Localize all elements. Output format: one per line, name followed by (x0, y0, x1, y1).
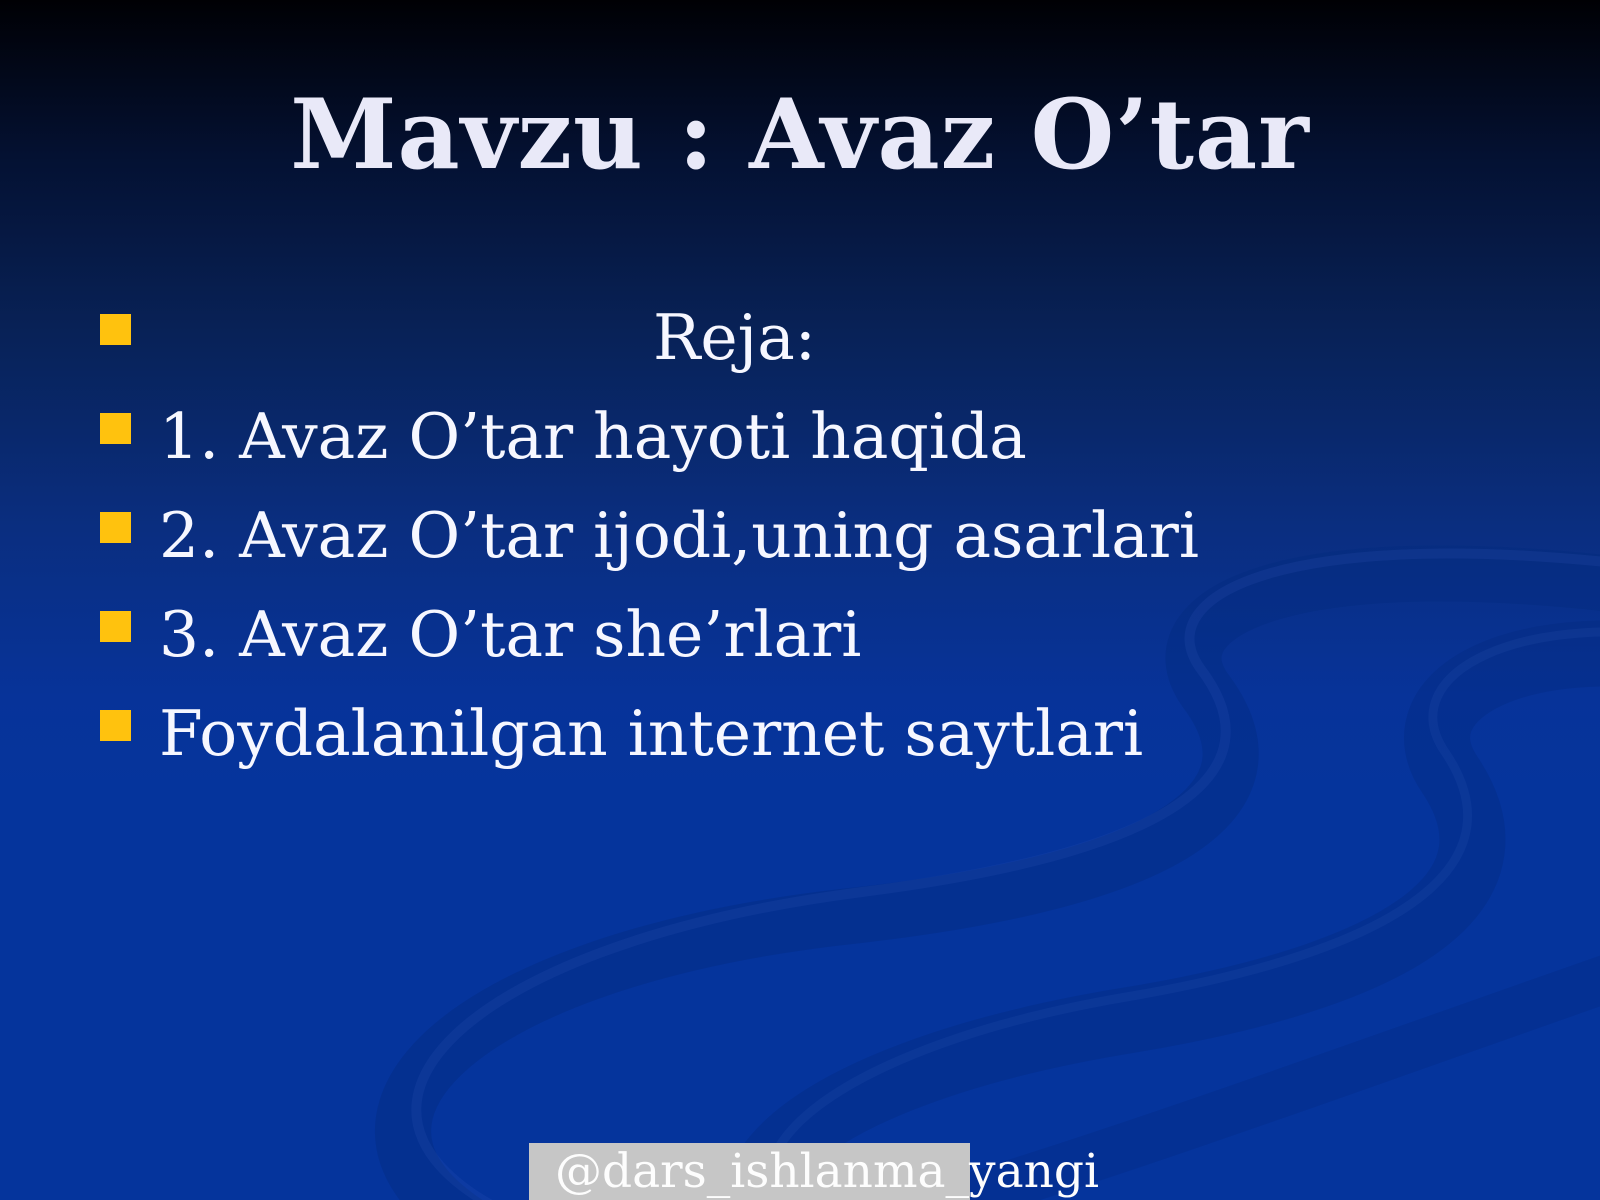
watermark-text: @dars_ishlanma_yangi (555, 1144, 1099, 1199)
list-item (100, 490, 1310, 589)
slide-title: Mavzu : Avaz O’tar (290, 78, 1310, 191)
bullet-text: 1. Avaz O’tar hayoti haqida (159, 400, 1027, 473)
bullet-text: 3. Avaz O’tar she’rlari (159, 598, 862, 671)
list-item (100, 589, 1310, 688)
list-item (100, 391, 1310, 490)
bullet-list (100, 292, 1310, 787)
bullet-text: Foydalanilgan internet saytlari (159, 697, 1144, 770)
bullet-square-icon (100, 710, 131, 741)
watermark-badge (529, 1143, 1099, 1200)
bullet-text: 2. Avaz O’tar ijodi,uning asarlari (159, 499, 1200, 572)
bullet-text: Reja: (652, 301, 817, 374)
bullet-square-icon (100, 314, 131, 345)
bullet-square-icon (100, 413, 131, 444)
list-item (100, 688, 1310, 787)
bullet-square-icon (100, 512, 131, 543)
list-item (100, 292, 1310, 391)
bullet-square-icon (100, 611, 131, 642)
